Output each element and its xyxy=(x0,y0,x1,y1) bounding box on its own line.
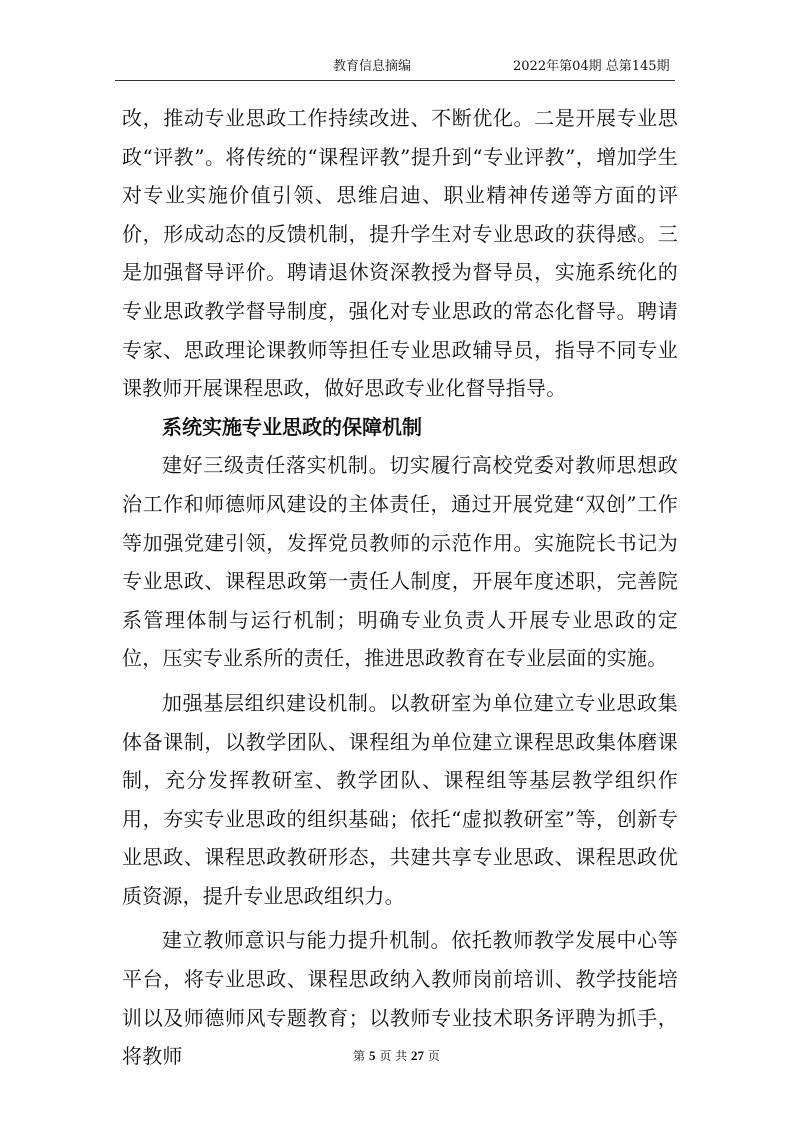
body-paragraph-1: 改，推动专业思政工作持续改进、不断优化。二是开展专业思政“评教”。将传统的“课程评教”提升到“专业评教”，增加学生对专业实施价值引领、思维启迪、职业精神传递等方面的评价，形成动态的反馈机制，提升学生对专业思政的获得感。三是加强督导评价。聘请退休资深教授为督导员，实施系统化的专业思政教学督导制度，强化对专业思政的常态化督导。聘请专家、思政理论课教师等担任专业思政辅导员，指导不同专业课教师开展课程思政，做好思政专业化督导指导。 xyxy=(122,106,678,401)
footer-prefix: 第 xyxy=(353,1049,366,1063)
body-paragraph-4: 建立教师意识与能力提升机制。依托教师教学发展中心等平台，将专业思政、课程思政纳入教师岗前培训、教学技能培训以及师德师风专题教育；以教师专业技术职务评聘为抓手，将教师 xyxy=(122,928,678,1069)
body-paragraph-3: 加强基层组织建设机制。以教研室为单位建立专业思政集体备课制，以教学团队、课程组为单位建立课程思政集体磨课制，充分发挥教研室、教学团队、课程组等基层教学组织作用，夯实专业思政的组织基础；依托“虚拟教研室”等，创新专业思政、课程思政教研形态，共建共享专业思政、课程思政优质资源，提升专业思政组织力。 xyxy=(122,690,678,908)
publication-title: 教育信息摘编 xyxy=(333,59,412,74)
page-footer xyxy=(0,1047,793,1064)
header-divider xyxy=(115,80,675,81)
document-body xyxy=(122,99,678,1076)
page-header xyxy=(0,55,793,77)
body-paragraph-2: 建好三级责任落实机制。切实履行高校党委对教师思想政治工作和师德师风建设的主体责任，通过开展党建“双创”工作等加强党建引领，发挥党员教师的示范作用。实施院长书记为专业思政、课程思政第一责任人制度，开展年度述职，完善院系管理体制与运行机制；明确专业负责人开展专业思政的定位，压实专业系所的责任，推进思政教育在专业层面的实施。 xyxy=(122,453,678,671)
footer-middle: 页 共 xyxy=(379,1049,408,1063)
current-page-number: 5 xyxy=(369,1048,376,1063)
footer-suffix: 页 xyxy=(427,1049,440,1063)
issue-number: 2022年第04期 总第145期 xyxy=(513,59,670,74)
section-heading: 系统实施专业思政的保障机制 xyxy=(162,414,422,439)
total-pages: 27 xyxy=(410,1048,424,1063)
